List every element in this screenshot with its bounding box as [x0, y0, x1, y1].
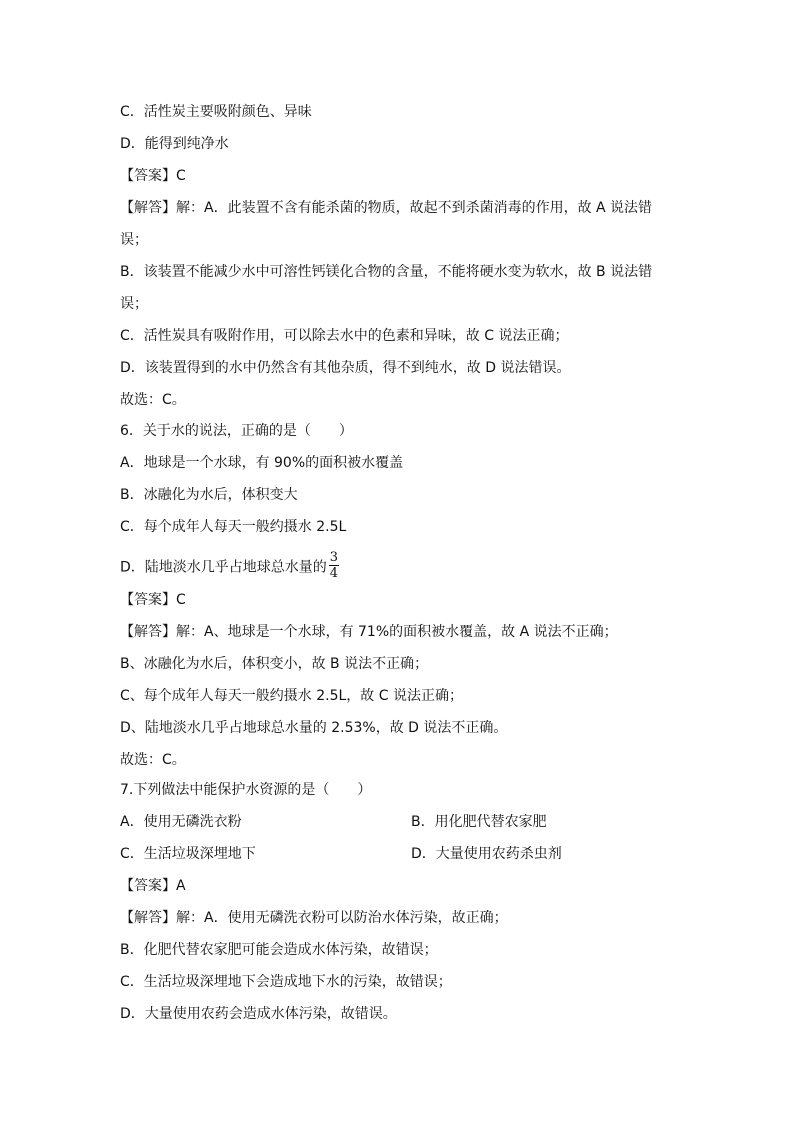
explanation-q6-a: 【解答】解：A、地球是一个水球，有 71%的面积被水覆盖，故 A 说法不正确； [120, 624, 618, 640]
answer-q5: 【答案】C [120, 168, 186, 184]
q6-option-a: A．地球是一个水球，有 90%的面积被水覆盖 [120, 455, 404, 471]
explanation-q7-c: C．生活垃圾深埋地下会造成地下水的污染，故错误； [120, 974, 452, 990]
explanation-q6-c: C、每个成年人每天一般约摄水 2.5L，故 C 说法正确； [120, 688, 463, 704]
explanation-q5-d: D．该装置得到的水中仍然含有其他杂质，得不到纯水，故 D 说法错误。 [120, 360, 571, 376]
explanation-q7-b: B．化肥代替农家肥可能会造成水体污染，故错误； [120, 942, 438, 958]
explanation-q7-d: D．大量使用农药会造成水体污染，故错误。 [120, 1006, 397, 1022]
explanation-q5-a-cont: 误； [120, 232, 148, 248]
fraction-denominator: 4 [329, 566, 339, 581]
q7-option-a: A．使用无磷洗衣粉 [120, 814, 242, 830]
fraction [329, 550, 339, 581]
q6-option-d [120, 550, 339, 581]
explanation-q7-a: 【解答】解：A．使用无磷洗衣粉可以防治水体污染，故正确； [120, 910, 508, 926]
explanation-q5-a: 【解答】解：A．此装置不含有能杀菌的物质，故起不到杀菌消毒的作用，故 A 说法错 [120, 200, 653, 216]
option-d-previous: D．能得到纯净水 [120, 136, 229, 152]
q7-option-c: C．生活垃圾深埋地下 [120, 846, 256, 862]
q7-option-b: B．用化肥代替农家肥 [411, 814, 547, 830]
explanation-q5-b-cont: 误； [120, 296, 148, 312]
answer-q7: 【答案】A [120, 878, 186, 894]
q6-option-c: C．每个成年人每天一般约摄水 2.5L [120, 519, 347, 535]
question-6: 6．关于水的说法，正确的是（ ） [120, 423, 353, 439]
q6-option-b: B．冰融化为水后，体积变大 [120, 487, 298, 503]
fraction-numerator: 3 [329, 550, 339, 565]
explanation-q6-b: B、冰融化为水后，体积变小，故 B 说法不正确； [120, 656, 429, 672]
answer-q6: 【答案】C [120, 592, 186, 608]
choice-q5: 故选：C。 [120, 392, 186, 408]
explanation-q6-d: D、陆地淡水几乎占地球总水量的 2.53%，故 D 说法不正确。 [120, 720, 508, 736]
explanation-q5-b: B．该装置不能减少水中可溶性钙镁化合物的含量，不能将硬水变为软水，故 B 说法错 [120, 264, 653, 280]
q7-option-d: D．大量使用农药杀虫剂 [411, 846, 562, 862]
q6-option-d-text: D．陆地淡水几乎占地球总水量的 [120, 559, 327, 576]
explanation-q5-c: C．活性炭具有吸附作用，可以除去水中的色素和异味，故 C 说法正确； [120, 328, 569, 344]
option-c-previous: C．活性炭主要吸附颜色、异味 [120, 104, 312, 120]
question-7: 7.下列做法中能保护水资源的是（ ） [120, 782, 372, 798]
choice-q6: 故选：C。 [120, 752, 186, 768]
